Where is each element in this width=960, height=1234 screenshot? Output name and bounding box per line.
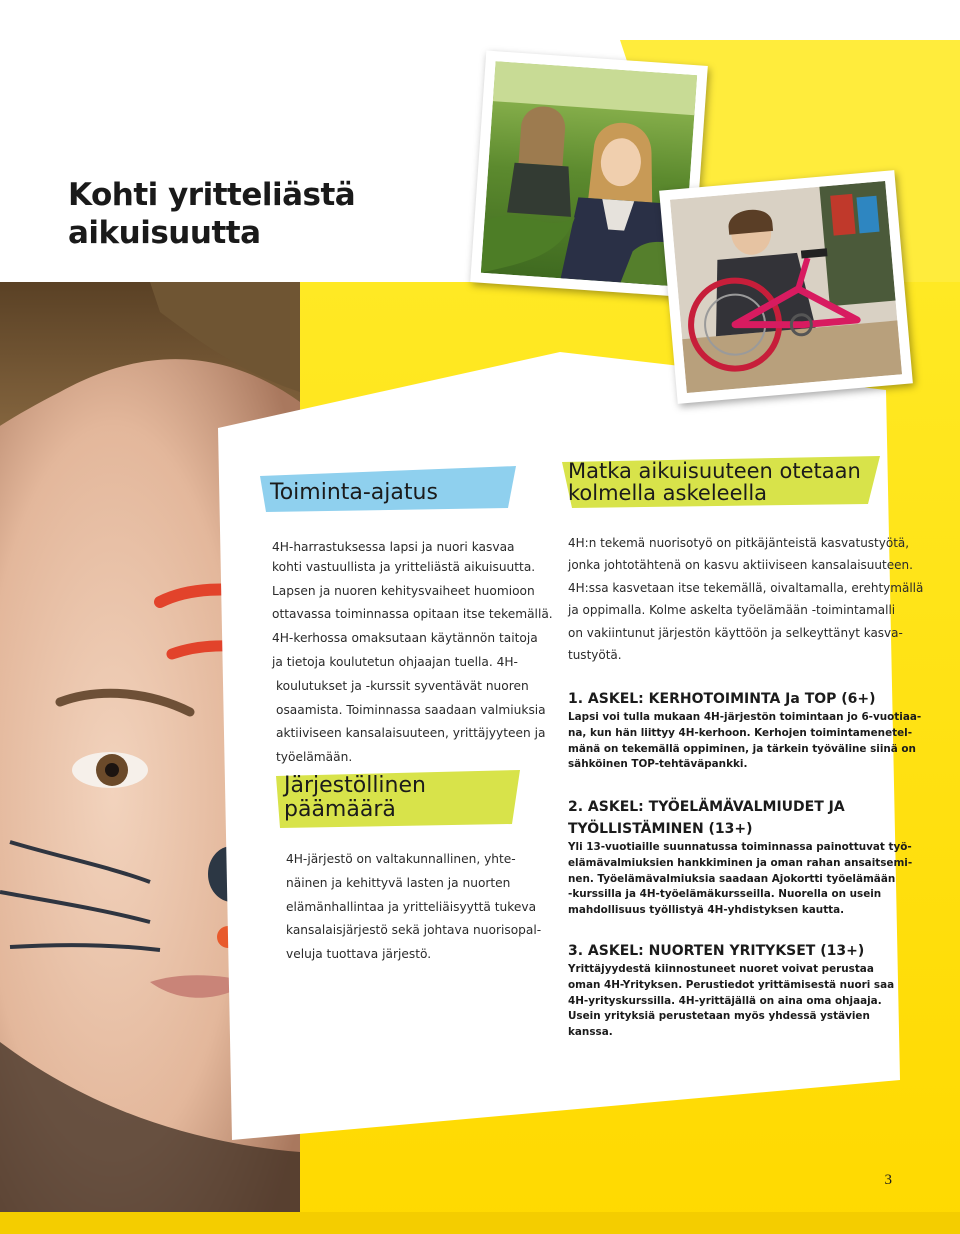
step-1 (568, 688, 921, 773)
step-line: Yli 13-vuotiaille suunnatussa toiminnassa painottuvat työ- (568, 841, 912, 853)
step-3-heading: 3. ASKEL: NUORTEN YRITYKSET (13+) (568, 943, 865, 959)
body-line: 4H-kerhossa omaksutaan käytännön taitoja (272, 631, 538, 646)
body-line: on vakiintunut järjestön käyttöön ja selkeyttänyt kasva- (568, 625, 903, 640)
page-title (68, 176, 355, 252)
step-line: sähköinen TOP-tehtäväpankki. (568, 758, 748, 771)
body-line: ja oppimalla. Kolme askelta työelämään -toimintamalli (568, 603, 896, 618)
step-line: elämävalmiuksien hankkiminen ja oman rahan ansaitsemi- (568, 856, 913, 869)
step-3 (568, 940, 894, 1041)
heading-toiminta-ajatus: Toiminta-ajatus (270, 480, 438, 505)
body-line: osaamista. Toiminnassa saadaan valmiuksia (276, 702, 546, 717)
paamaara-body (286, 848, 541, 967)
body-line: Lapsen ja nuoren kehitysvaiheet huomioon (272, 583, 535, 598)
step-line: 4H-yrityskurssilla. 4H-yrittäjällä on aina oma ohjaaja. (568, 994, 882, 1007)
body-line: ja tietoja koulutetun ohjaajan tuella. 4H- (272, 654, 518, 669)
step-line: kanssa. (568, 1026, 613, 1039)
step-2-body (568, 840, 912, 919)
photo-bicycle-frame (659, 170, 913, 404)
step-line: Yrittäjyydestä kiinnostuneet nuoret voivat perustaa (568, 963, 874, 975)
body-line: näinen ja kehittyvä lasten ja nuorten (286, 875, 511, 890)
body-line: jonka johtotähtenä on kasvu aktiiviseen kansalaisuuteen. (568, 558, 913, 573)
body-line: työelämään. (276, 750, 353, 765)
heading-jarjestollinen-paamaara (284, 774, 426, 822)
heading-line: kolmella askeleella (568, 481, 768, 505)
step-line: mahdollisuus työllistyä 4H-yhdistyksen kautta. (568, 904, 845, 917)
body-line: 4H-järjestö on valtakunnallinen, yhte- (286, 852, 516, 866)
body-line: veluja tuottava järjestö. (286, 947, 432, 962)
body-line: ottavassa toiminnassa opitaan itse tekemällä. (272, 607, 553, 622)
step-2 (568, 796, 912, 919)
step-2-heading: 2. ASKEL: TYÖELÄMÄVALMIUDET JA (568, 799, 845, 815)
heading-matka-aikuisuuteen (568, 460, 861, 504)
body-line: 4H:n tekemä nuorisotyö on pitkäjänteistä kasvatustyötä, (568, 536, 910, 550)
body-line: kansalaisjärjestö sekä johtava nuorisopal- (286, 923, 542, 938)
step-1-body (568, 710, 921, 773)
heading-line: päämäärä (284, 797, 396, 822)
body-line: 4H-harrastuksessa lapsi ja nuori kasvaa (272, 540, 515, 554)
heading-line: Matka aikuisuuteen otetaan (568, 459, 861, 483)
body-line: elämänhallintaa ja yritteliäisyyttä tukeva (286, 899, 537, 914)
page-number: 3 (884, 1172, 892, 1188)
body-line: koulutukset ja -kurssit syventävät nuoren (276, 678, 529, 693)
page-title-line: aikuisuutta (68, 215, 261, 251)
toiminta-ajatus-body (272, 536, 553, 770)
step-line: Usein yrityksiä perustetaan myös yhdessä ystävien (568, 1010, 870, 1023)
body-line: 4H:ssa kasvetaan itse tekemällä, oivaltamalla, erehtymällä (568, 580, 924, 595)
heading-line: Järjestöllinen (284, 773, 426, 798)
step-2-heading: TYÖLLISTÄMINEN (13+) (568, 821, 753, 837)
step-1-heading: 1. ASKEL: KERHOTOIMINTA Ja TOP (6+) (568, 691, 876, 707)
step-3-body (568, 962, 894, 1041)
step-line: na, kun hän liittyy 4H-kerhoon. Kerhojen toimintamenetel- (568, 726, 913, 739)
step-line: Lapsi voi tulla mukaan 4H-järjestön toimintaan jo 6-vuotiaa- (568, 711, 922, 723)
step-line: oman 4H-Yrityksen. Perustiedot yrittämisestä nuori saa (568, 978, 895, 991)
bicycle-photo-illustration (670, 181, 902, 393)
step-line: nen. Työelämävalmiuksia saadaan Ajokortti työelämään (568, 872, 896, 885)
body-line: aktiiviseen kansalaisuuteen, yrittäjyyteen ja (276, 726, 546, 741)
page-title-line: Kohti yritteliästä (68, 177, 356, 213)
body-line: kohti vastuullista ja yritteliästä aikuisuutta. (272, 559, 536, 574)
body-line: tustyötä. (568, 648, 622, 663)
matka-intro-body (568, 532, 923, 666)
step-line: mänä on tekemällä oppiminen, ja tärkein työväline siinä on (568, 742, 916, 755)
step-line: -kurssilla ja 4H-työelämäkursseilla. Nuorella on usein (568, 888, 882, 901)
